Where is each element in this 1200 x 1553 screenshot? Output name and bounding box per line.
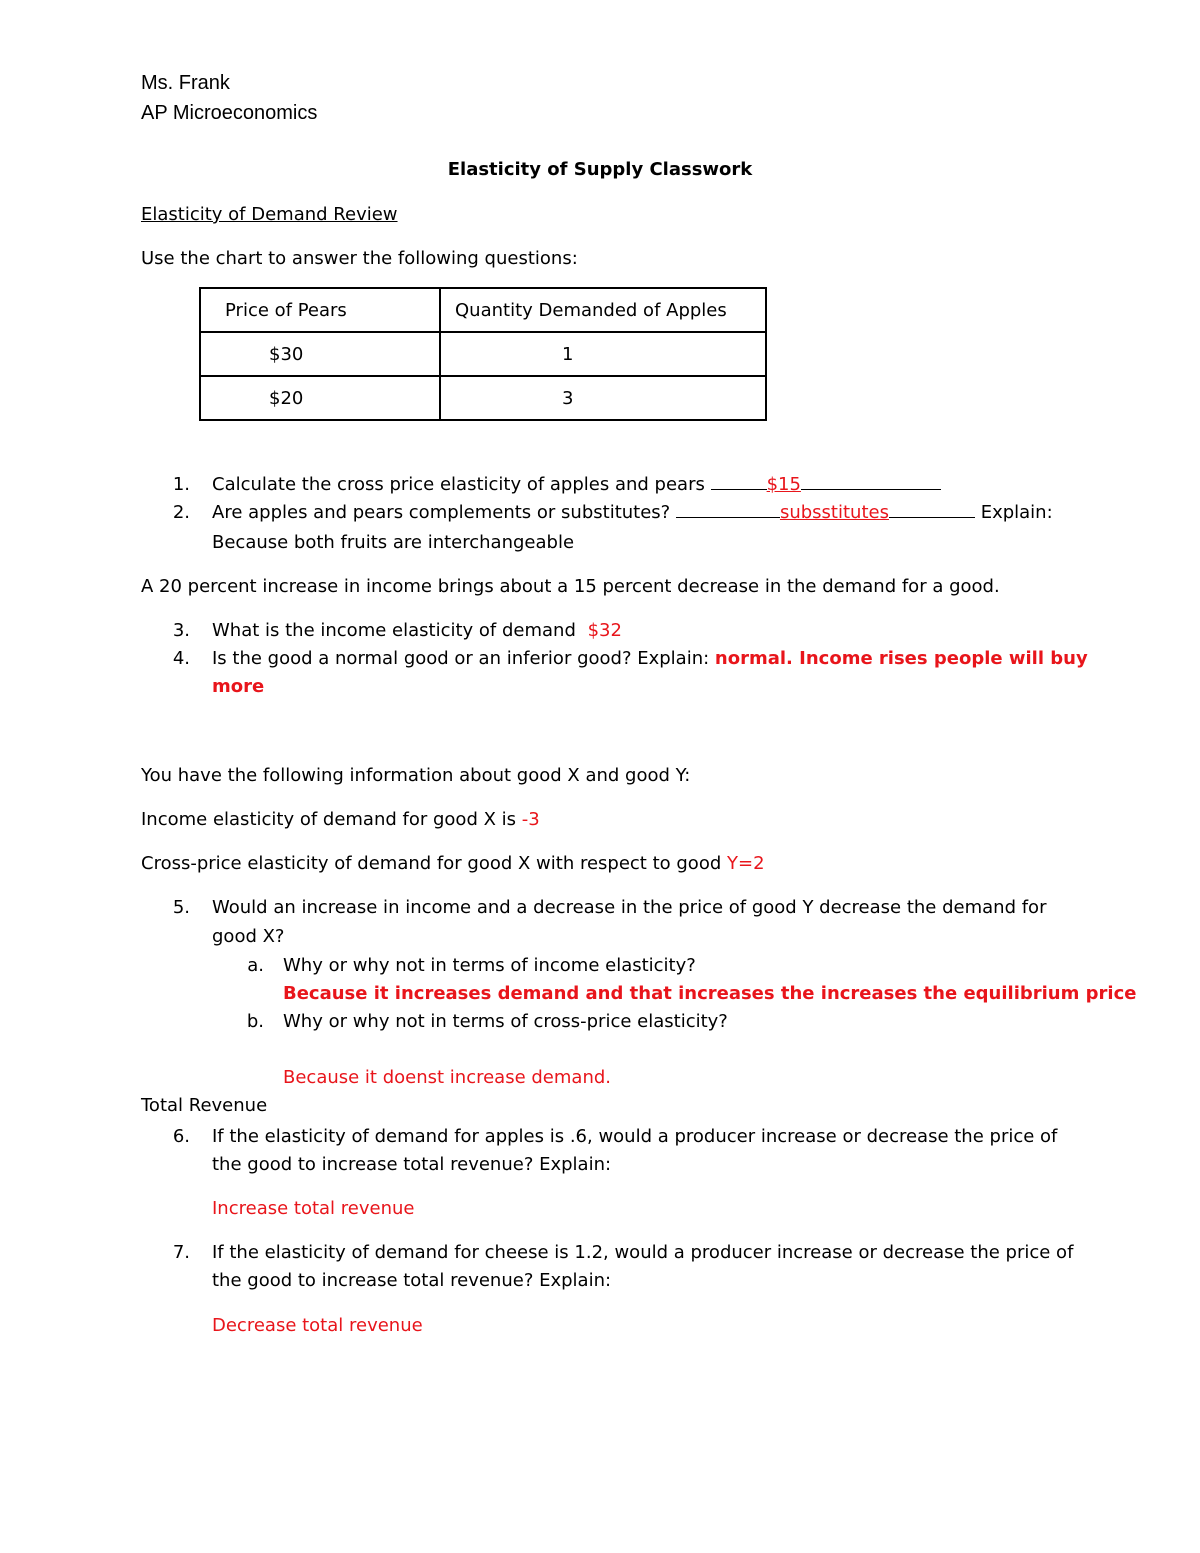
question-7-line1: If the elasticity of demand for cheese is 1.2, would a producer increase or decrease the price of	[212, 1242, 1074, 1263]
question-number: 2.	[172, 502, 190, 523]
question-number: 3.	[172, 620, 190, 641]
question-text: Are apples and pears complements or substitutes?	[212, 502, 671, 523]
info-label: Cross-price elasticity of demand for good X with respect to good	[141, 853, 722, 874]
table-cell: 3	[440, 376, 766, 420]
question-number: 7.	[172, 1242, 190, 1263]
answer-text: $32	[587, 620, 622, 641]
answer-blank	[711, 471, 767, 490]
section-heading-total-revenue: Total Revenue	[141, 1095, 268, 1116]
question-number: 4.	[172, 648, 190, 669]
info-intro: You have the following information about good X and good Y:	[141, 765, 691, 786]
question-5-line2: good X?	[212, 926, 285, 947]
income-statement: A 20 percent increase in income brings about a 15 percent decrease in the demand for a good.	[141, 576, 1000, 597]
question-6-answer: Increase total revenue	[212, 1198, 415, 1219]
info-value: -3	[521, 809, 540, 830]
answer-text-continued: more	[212, 676, 265, 697]
chart-intro: Use the chart to answer the following questions:	[141, 248, 578, 269]
question-number: 6.	[172, 1126, 190, 1147]
question-number: 1.	[172, 474, 190, 495]
table-row	[200, 376, 766, 420]
subquestion-b-answer: Because it doenst increase demand.	[283, 1067, 611, 1088]
question-1	[212, 471, 941, 499]
question-7-answer: Decrease total revenue	[212, 1315, 423, 1336]
question-4	[212, 645, 1088, 673]
answer-text: normal. Income rises people will buy	[714, 648, 1088, 669]
table-header-cell: Quantity Demanded of Apples	[440, 288, 766, 332]
answer-blank	[889, 499, 975, 518]
price-quantity-table	[199, 287, 767, 421]
question-7-line2: the good to increase total revenue? Explain:	[212, 1270, 612, 1291]
question-3	[212, 617, 622, 645]
question-6-line1: If the elasticity of demand for apples is .6, would a producer increase or decrease the price of	[212, 1126, 1058, 1147]
income-elasticity-line	[141, 806, 540, 834]
subquestion-a-text: Why or why not in terms of income elasticity?	[283, 955, 696, 976]
question-text: Calculate the cross price elasticity of apples and pears	[212, 474, 705, 495]
answer-blank	[676, 499, 780, 518]
subquestion-b-text: Why or why not in terms of cross-price elasticity?	[283, 1011, 728, 1032]
info-value: Y=2	[727, 853, 765, 874]
info-label: Income elasticity of demand for good X is	[141, 809, 517, 830]
subquestion-a-answer: Because it increases demand and that increases the increases the equilibrium price	[283, 983, 1137, 1004]
cross-price-line	[141, 850, 765, 878]
table-cell: 1	[440, 332, 766, 376]
answer-blank	[801, 471, 941, 490]
teacher-name: Ms. Frank	[141, 72, 230, 94]
question-text: Is the good a normal good or an inferior good? Explain:	[212, 648, 710, 669]
table-row	[200, 332, 766, 376]
subquestion-label: a.	[247, 955, 264, 976]
question-2	[212, 499, 1053, 527]
table-header-cell: Price of Pears	[200, 288, 440, 332]
answer-text: $15	[766, 474, 801, 495]
question-2-explanation: Because both fruits are interchangeable	[212, 532, 575, 553]
page-title: Elasticity of Supply Classwork	[447, 159, 753, 180]
explain-label: Explain:	[980, 502, 1053, 523]
subquestion-label: b.	[246, 1011, 264, 1032]
question-number: 5.	[172, 897, 190, 918]
answer-text: subsstitutes	[779, 502, 889, 523]
question-text: What is the income elasticity of demand	[212, 620, 576, 641]
course-name: AP Microeconomics	[141, 102, 318, 124]
question-5-line1: Would an increase in income and a decrease in the price of good Y decrease the demand for	[212, 897, 1047, 918]
question-6-line2: the good to increase total revenue? Explain:	[212, 1154, 612, 1175]
table-cell: $20	[200, 376, 440, 420]
table-header-row	[200, 288, 766, 332]
section-heading-demand-review: Elasticity of Demand Review	[141, 204, 398, 225]
table-cell: $30	[200, 332, 440, 376]
